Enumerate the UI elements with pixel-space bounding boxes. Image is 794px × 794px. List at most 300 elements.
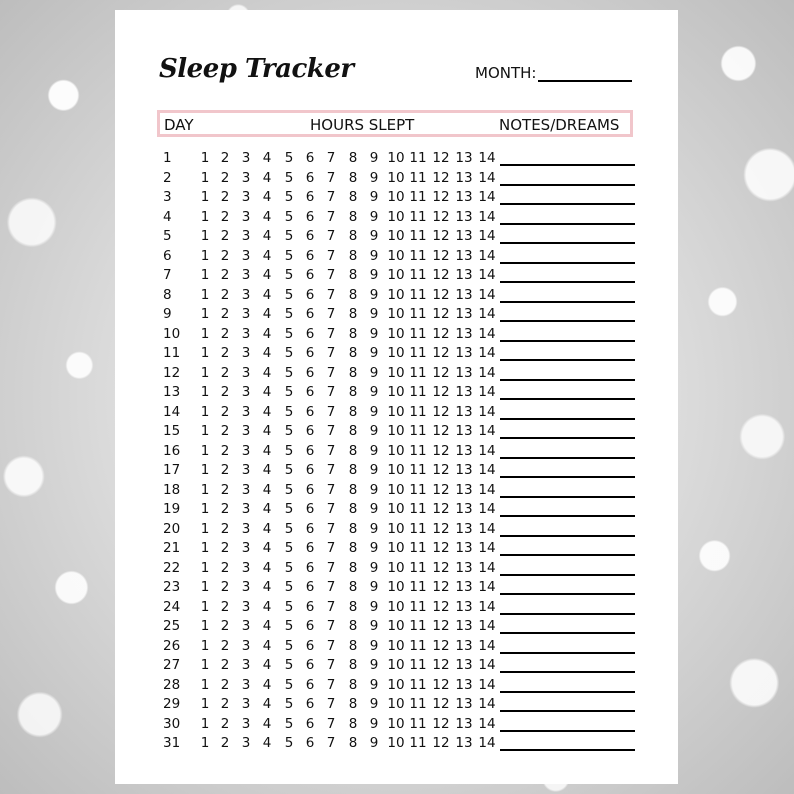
hour-option[interactable]: 5	[284, 345, 294, 361]
hour-option[interactable]: 11	[409, 559, 427, 576]
hour-option[interactable]: 4	[262, 306, 272, 322]
hour-option[interactable]: 9	[369, 325, 379, 342]
notes-line[interactable]	[500, 398, 635, 400]
hour-option[interactable]: 9	[369, 384, 379, 400]
hour-option[interactable]: 12	[432, 481, 450, 498]
hour-option[interactable]: 10	[387, 696, 405, 712]
hour-option[interactable]: 14	[478, 657, 496, 673]
hour-option[interactable]: 14	[478, 559, 496, 576]
hour-option[interactable]: 3	[241, 501, 251, 517]
hour-option[interactable]: 4	[262, 228, 272, 244]
hour-option[interactable]: 9	[369, 618, 379, 634]
hour-option[interactable]: 1	[200, 598, 210, 615]
hour-option[interactable]: 1	[200, 520, 210, 537]
hour-option[interactable]: 12	[432, 325, 450, 342]
hour-option[interactable]: 9	[369, 208, 379, 225]
hour-option[interactable]: 14	[478, 462, 496, 478]
hour-option[interactable]: 12	[432, 520, 450, 537]
hour-option[interactable]: 4	[262, 618, 272, 634]
hour-option[interactable]: 3	[241, 345, 251, 361]
hour-option[interactable]: 11	[409, 247, 427, 264]
hour-option[interactable]: 6	[305, 364, 315, 381]
hour-option[interactable]: 14	[478, 325, 496, 342]
hour-option[interactable]: 11	[409, 598, 427, 615]
hour-option[interactable]: 4	[262, 423, 272, 439]
hour-option[interactable]: 12	[432, 345, 450, 361]
hour-option[interactable]: 6	[305, 442, 315, 459]
hour-option[interactable]: 5	[284, 189, 294, 205]
hour-option[interactable]: 14	[478, 579, 496, 595]
hour-option[interactable]: 2	[220, 384, 230, 400]
hour-option[interactable]: 1	[200, 462, 210, 478]
hour-option[interactable]: 7	[326, 559, 336, 576]
hour-option[interactable]: 9	[369, 481, 379, 498]
hour-option[interactable]: 14	[478, 267, 496, 283]
hour-option[interactable]: 3	[241, 267, 251, 283]
hour-option[interactable]: 8	[348, 501, 358, 517]
hour-option[interactable]: 13	[455, 735, 473, 751]
hour-option[interactable]: 2	[220, 267, 230, 283]
hour-option[interactable]: 10	[387, 657, 405, 673]
hour-option[interactable]: 8	[348, 384, 358, 400]
hour-option[interactable]: 6	[305, 247, 315, 264]
hour-option[interactable]: 13	[455, 442, 473, 459]
hour-option[interactable]: 12	[432, 423, 450, 439]
notes-line[interactable]	[500, 691, 635, 693]
hour-option[interactable]: 11	[409, 579, 427, 595]
hour-option[interactable]: 8	[348, 325, 358, 342]
hour-option[interactable]: 7	[326, 657, 336, 673]
hour-option[interactable]: 7	[326, 715, 336, 732]
hour-option[interactable]: 12	[432, 696, 450, 712]
hour-option[interactable]: 1	[200, 423, 210, 439]
hour-option[interactable]: 2	[220, 286, 230, 303]
hour-option[interactable]: 12	[432, 540, 450, 556]
hour-option[interactable]: 9	[369, 267, 379, 283]
hour-option[interactable]: 5	[284, 150, 294, 166]
hour-option[interactable]: 11	[409, 696, 427, 712]
hour-option[interactable]: 13	[455, 618, 473, 634]
hour-option[interactable]: 14	[478, 696, 496, 712]
hour-option[interactable]: 3	[241, 559, 251, 576]
hour-option[interactable]: 3	[241, 735, 251, 751]
hour-option[interactable]: 13	[455, 423, 473, 439]
hour-option[interactable]: 12	[432, 442, 450, 459]
hour-option[interactable]: 9	[369, 423, 379, 439]
notes-line[interactable]	[500, 554, 635, 556]
hour-option[interactable]: 12	[432, 579, 450, 595]
notes-line[interactable]	[500, 320, 635, 322]
hour-option[interactable]: 9	[369, 189, 379, 205]
notes-line[interactable]	[500, 184, 635, 186]
hour-option[interactable]: 5	[284, 325, 294, 342]
hour-option[interactable]: 8	[348, 462, 358, 478]
hour-option[interactable]: 10	[387, 598, 405, 615]
hour-option[interactable]: 9	[369, 637, 379, 654]
notes-line[interactable]	[500, 535, 635, 537]
hour-option[interactable]: 4	[262, 540, 272, 556]
hour-option[interactable]: 3	[241, 540, 251, 556]
hour-option[interactable]: 5	[284, 364, 294, 381]
hour-option[interactable]: 2	[220, 423, 230, 439]
hour-option[interactable]: 4	[262, 325, 272, 342]
hour-option[interactable]: 1	[200, 345, 210, 361]
hour-option[interactable]: 8	[348, 657, 358, 673]
notes-line[interactable]	[500, 262, 635, 264]
hour-option[interactable]: 13	[455, 169, 473, 186]
hour-option[interactable]: 13	[455, 520, 473, 537]
hour-option[interactable]: 10	[387, 423, 405, 439]
hour-option[interactable]: 7	[326, 501, 336, 517]
hour-option[interactable]: 12	[432, 618, 450, 634]
hour-option[interactable]: 9	[369, 598, 379, 615]
hour-option[interactable]: 13	[455, 189, 473, 205]
hour-option[interactable]: 9	[369, 735, 379, 751]
notes-line[interactable]	[500, 223, 635, 225]
hour-option[interactable]: 2	[220, 735, 230, 751]
hour-option[interactable]: 10	[387, 306, 405, 322]
hour-option[interactable]: 7	[326, 696, 336, 712]
hour-option[interactable]: 4	[262, 579, 272, 595]
hour-option[interactable]: 14	[478, 150, 496, 166]
hour-option[interactable]: 6	[305, 735, 315, 751]
hour-option[interactable]: 7	[326, 345, 336, 361]
hour-option[interactable]: 9	[369, 676, 379, 693]
hour-option[interactable]: 14	[478, 735, 496, 751]
hour-option[interactable]: 10	[387, 501, 405, 517]
hour-option[interactable]: 12	[432, 598, 450, 615]
hour-option[interactable]: 1	[200, 676, 210, 693]
hour-option[interactable]: 7	[326, 520, 336, 537]
hour-option[interactable]: 1	[200, 267, 210, 283]
hour-option[interactable]: 8	[348, 579, 358, 595]
hour-option[interactable]: 11	[409, 501, 427, 517]
hour-option[interactable]: 3	[241, 637, 251, 654]
hour-option[interactable]: 13	[455, 150, 473, 166]
hour-option[interactable]: 7	[326, 618, 336, 634]
notes-line[interactable]	[500, 242, 635, 244]
hour-option[interactable]: 13	[455, 247, 473, 264]
hour-option[interactable]: 5	[284, 462, 294, 478]
hour-option[interactable]: 6	[305, 306, 315, 322]
hour-option[interactable]: 4	[262, 150, 272, 166]
hour-option[interactable]: 6	[305, 481, 315, 498]
hour-option[interactable]: 8	[348, 345, 358, 361]
hour-option[interactable]: 7	[326, 306, 336, 322]
hour-option[interactable]: 11	[409, 618, 427, 634]
hour-option[interactable]: 3	[241, 286, 251, 303]
hour-option[interactable]: 7	[326, 169, 336, 186]
hour-option[interactable]: 2	[220, 579, 230, 595]
hour-option[interactable]: 8	[348, 306, 358, 322]
hour-option[interactable]: 14	[478, 345, 496, 361]
hour-option[interactable]: 10	[387, 228, 405, 244]
hour-option[interactable]: 5	[284, 423, 294, 439]
hour-option[interactable]: 13	[455, 715, 473, 732]
hour-option[interactable]: 11	[409, 169, 427, 186]
hour-option[interactable]: 12	[432, 208, 450, 225]
notes-line[interactable]	[500, 203, 635, 205]
hour-option[interactable]: 4	[262, 637, 272, 654]
hour-option[interactable]: 4	[262, 696, 272, 712]
hour-option[interactable]: 7	[326, 442, 336, 459]
hour-option[interactable]: 8	[348, 676, 358, 693]
hour-option[interactable]: 2	[220, 696, 230, 712]
notes-line[interactable]	[500, 476, 635, 478]
notes-line[interactable]	[500, 457, 635, 459]
hour-option[interactable]: 4	[262, 442, 272, 459]
hour-option[interactable]: 3	[241, 325, 251, 342]
hour-option[interactable]: 14	[478, 676, 496, 693]
hour-option[interactable]: 3	[241, 423, 251, 439]
hour-option[interactable]: 13	[455, 228, 473, 244]
hour-option[interactable]: 11	[409, 384, 427, 400]
hour-option[interactable]: 12	[432, 267, 450, 283]
hour-option[interactable]: 9	[369, 169, 379, 186]
hour-option[interactable]: 6	[305, 423, 315, 439]
notes-line[interactable]	[500, 749, 635, 751]
hour-option[interactable]: 8	[348, 481, 358, 498]
hour-option[interactable]: 11	[409, 657, 427, 673]
hour-option[interactable]: 1	[200, 384, 210, 400]
hour-option[interactable]: 1	[200, 442, 210, 459]
hour-option[interactable]: 8	[348, 267, 358, 283]
hour-option[interactable]: 10	[387, 247, 405, 264]
hour-option[interactable]: 13	[455, 306, 473, 322]
hour-option[interactable]: 4	[262, 189, 272, 205]
hour-option[interactable]: 11	[409, 481, 427, 498]
hour-option[interactable]: 13	[455, 384, 473, 400]
notes-line[interactable]	[500, 164, 635, 166]
hour-option[interactable]: 5	[284, 618, 294, 634]
hour-option[interactable]: 6	[305, 325, 315, 342]
hour-option[interactable]: 5	[284, 715, 294, 732]
hour-option[interactable]: 4	[262, 286, 272, 303]
hour-option[interactable]: 2	[220, 325, 230, 342]
hour-option[interactable]: 2	[220, 345, 230, 361]
hour-option[interactable]: 5	[284, 579, 294, 595]
notes-line[interactable]	[500, 730, 635, 732]
hour-option[interactable]: 2	[220, 189, 230, 205]
hour-option[interactable]: 3	[241, 403, 251, 420]
hour-option[interactable]: 3	[241, 481, 251, 498]
hour-option[interactable]: 10	[387, 540, 405, 556]
notes-line[interactable]	[500, 359, 635, 361]
hour-option[interactable]: 1	[200, 364, 210, 381]
hour-option[interactable]: 2	[220, 150, 230, 166]
hour-option[interactable]: 6	[305, 189, 315, 205]
notes-line[interactable]	[500, 340, 635, 342]
hour-option[interactable]: 14	[478, 442, 496, 459]
hour-option[interactable]: 6	[305, 715, 315, 732]
hour-option[interactable]: 12	[432, 403, 450, 420]
hour-option[interactable]: 3	[241, 715, 251, 732]
hour-option[interactable]: 2	[220, 598, 230, 615]
hour-option[interactable]: 7	[326, 247, 336, 264]
hour-option[interactable]: 2	[220, 403, 230, 420]
hour-option[interactable]: 14	[478, 637, 496, 654]
hour-option[interactable]: 5	[284, 403, 294, 420]
hour-option[interactable]: 14	[478, 228, 496, 244]
hour-option[interactable]: 12	[432, 150, 450, 166]
hour-option[interactable]: 1	[200, 481, 210, 498]
hour-option[interactable]: 10	[387, 403, 405, 420]
hour-option[interactable]: 5	[284, 540, 294, 556]
hour-option[interactable]: 3	[241, 306, 251, 322]
hour-option[interactable]: 10	[387, 676, 405, 693]
hour-option[interactable]: 12	[432, 637, 450, 654]
notes-line[interactable]	[500, 301, 635, 303]
hour-option[interactable]: 7	[326, 208, 336, 225]
hour-option[interactable]: 9	[369, 715, 379, 732]
hour-option[interactable]: 5	[284, 637, 294, 654]
hour-option[interactable]: 3	[241, 696, 251, 712]
hour-option[interactable]: 7	[326, 384, 336, 400]
hour-option[interactable]: 13	[455, 325, 473, 342]
hour-option[interactable]: 11	[409, 189, 427, 205]
hour-option[interactable]: 12	[432, 384, 450, 400]
hour-option[interactable]: 11	[409, 676, 427, 693]
hour-option[interactable]: 8	[348, 540, 358, 556]
hour-option[interactable]: 8	[348, 637, 358, 654]
hour-option[interactable]: 6	[305, 228, 315, 244]
hour-option[interactable]: 6	[305, 520, 315, 537]
hour-option[interactable]: 5	[284, 696, 294, 712]
hour-option[interactable]: 11	[409, 325, 427, 342]
hour-option[interactable]: 6	[305, 169, 315, 186]
hour-option[interactable]: 2	[220, 169, 230, 186]
hour-option[interactable]: 5	[284, 306, 294, 322]
hour-option[interactable]: 8	[348, 559, 358, 576]
hour-option[interactable]: 11	[409, 637, 427, 654]
hour-option[interactable]: 7	[326, 150, 336, 166]
notes-line[interactable]	[500, 671, 635, 673]
hour-option[interactable]: 2	[220, 559, 230, 576]
hour-option[interactable]: 2	[220, 715, 230, 732]
hour-option[interactable]: 6	[305, 676, 315, 693]
hour-option[interactable]: 2	[220, 520, 230, 537]
hour-option[interactable]: 6	[305, 657, 315, 673]
hour-option[interactable]: 6	[305, 462, 315, 478]
hour-option[interactable]: 7	[326, 676, 336, 693]
hour-option[interactable]: 13	[455, 657, 473, 673]
notes-line[interactable]	[500, 418, 635, 420]
hour-option[interactable]: 1	[200, 208, 210, 225]
hour-option[interactable]: 7	[326, 462, 336, 478]
hour-option[interactable]: 8	[348, 696, 358, 712]
hour-option[interactable]: 14	[478, 598, 496, 615]
hour-option[interactable]: 11	[409, 364, 427, 381]
hour-option[interactable]: 9	[369, 657, 379, 673]
hour-option[interactable]: 13	[455, 286, 473, 303]
hour-option[interactable]: 7	[326, 540, 336, 556]
hour-option[interactable]: 6	[305, 618, 315, 634]
hour-option[interactable]: 1	[200, 618, 210, 634]
hour-option[interactable]: 14	[478, 169, 496, 186]
hour-option[interactable]: 10	[387, 520, 405, 537]
hour-option[interactable]: 4	[262, 169, 272, 186]
hour-option[interactable]: 9	[369, 442, 379, 459]
hour-option[interactable]: 13	[455, 579, 473, 595]
hour-option[interactable]: 5	[284, 676, 294, 693]
hour-option[interactable]: 4	[262, 520, 272, 537]
hour-option[interactable]: 11	[409, 345, 427, 361]
hour-option[interactable]: 14	[478, 208, 496, 225]
hour-option[interactable]: 9	[369, 501, 379, 517]
hour-option[interactable]: 1	[200, 306, 210, 322]
hour-option[interactable]: 12	[432, 559, 450, 576]
hour-option[interactable]: 5	[284, 520, 294, 537]
hour-option[interactable]: 11	[409, 520, 427, 537]
hour-option[interactable]: 10	[387, 384, 405, 400]
hour-option[interactable]: 9	[369, 150, 379, 166]
hour-option[interactable]: 2	[220, 676, 230, 693]
hour-option[interactable]: 11	[409, 228, 427, 244]
hour-option[interactable]: 7	[326, 481, 336, 498]
hour-option[interactable]: 12	[432, 189, 450, 205]
hour-option[interactable]: 2	[220, 540, 230, 556]
hour-option[interactable]: 1	[200, 325, 210, 342]
hour-option[interactable]: 5	[284, 247, 294, 264]
hour-option[interactable]: 4	[262, 247, 272, 264]
hour-option[interactable]: 7	[326, 364, 336, 381]
hour-option[interactable]: 8	[348, 247, 358, 264]
hour-option[interactable]: 1	[200, 189, 210, 205]
hour-option[interactable]: 14	[478, 403, 496, 420]
hour-option[interactable]: 6	[305, 345, 315, 361]
hour-option[interactable]: 13	[455, 364, 473, 381]
hour-option[interactable]: 13	[455, 345, 473, 361]
hour-option[interactable]: 11	[409, 715, 427, 732]
hour-option[interactable]: 1	[200, 735, 210, 751]
hour-option[interactable]: 8	[348, 442, 358, 459]
hour-option[interactable]: 14	[478, 247, 496, 264]
hour-option[interactable]: 6	[305, 540, 315, 556]
hour-option[interactable]: 6	[305, 384, 315, 400]
hour-option[interactable]: 10	[387, 286, 405, 303]
hour-option[interactable]: 7	[326, 325, 336, 342]
hour-option[interactable]: 3	[241, 228, 251, 244]
hour-option[interactable]: 10	[387, 559, 405, 576]
hour-option[interactable]: 14	[478, 715, 496, 732]
hour-option[interactable]: 4	[262, 403, 272, 420]
hour-option[interactable]: 10	[387, 208, 405, 225]
hour-option[interactable]: 12	[432, 247, 450, 264]
hour-option[interactable]: 1	[200, 540, 210, 556]
hour-option[interactable]: 2	[220, 247, 230, 264]
hour-option[interactable]: 1	[200, 169, 210, 186]
hour-option[interactable]: 9	[369, 286, 379, 303]
hour-option[interactable]: 12	[432, 169, 450, 186]
hour-option[interactable]: 9	[369, 696, 379, 712]
notes-line[interactable]	[500, 437, 635, 439]
hour-option[interactable]: 1	[200, 286, 210, 303]
hour-option[interactable]: 14	[478, 540, 496, 556]
hour-option[interactable]: 14	[478, 618, 496, 634]
hour-option[interactable]: 11	[409, 306, 427, 322]
hour-option[interactable]: 14	[478, 481, 496, 498]
hour-option[interactable]: 5	[284, 228, 294, 244]
hour-option[interactable]: 5	[284, 208, 294, 225]
hour-option[interactable]: 7	[326, 637, 336, 654]
hour-option[interactable]: 7	[326, 228, 336, 244]
hour-option[interactable]: 1	[200, 579, 210, 595]
hour-option[interactable]: 9	[369, 520, 379, 537]
hour-option[interactable]: 9	[369, 345, 379, 361]
hour-option[interactable]: 13	[455, 598, 473, 615]
hour-option[interactable]: 14	[478, 501, 496, 517]
hour-option[interactable]: 8	[348, 228, 358, 244]
